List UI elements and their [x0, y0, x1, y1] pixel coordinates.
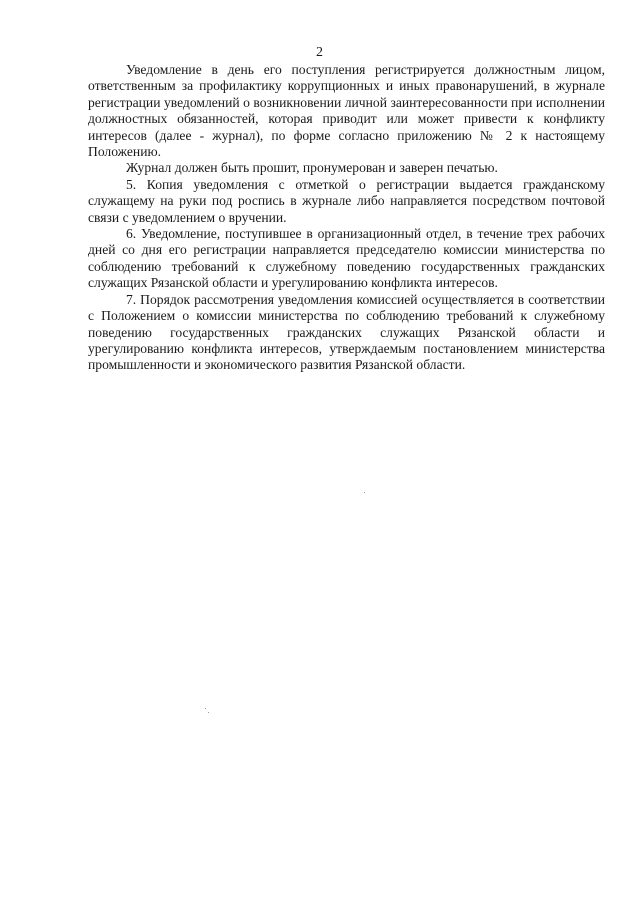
page-number: 2 [316, 45, 323, 60]
document-body [88, 62, 605, 374]
paragraph-journal-requirements: Журнал должен быть прошит, пронумерован и заверен печатью. [126, 160, 498, 176]
scan-speck [364, 492, 365, 493]
paragraph-item-7: 7. Порядок рассмотрения уведомления комиссией осуществляется в соответствии с Положением о комиссии министерства по соблюдению требований к служебному поведению государственных гражданских служащих Рязанской области и урегулированию конфликта интересов, утверждаемым постановлением министерства промышленности и экономического развития Рязанской области. [88, 291, 605, 373]
paragraph-item-5: 5. Копия уведомления с отметкой о регистрации выдается гражданскому служащему на руки под роспись в журнале либо направляется посредством почтовой связи с уведомлением о вручении. [88, 176, 605, 225]
scan-speck [205, 708, 206, 709]
paragraph-registration: Уведомление в день его поступления регистрируется должностным лицом, ответственным за профилактику коррупционных и иных правонарушений, в журнале регистрации уведомлений о возникновении личной заинтересованности при исполнении должностных обязанностей, которая приводит или может привести к конфликту интересов (далее - журнал), по форме согласно приложению № 2 к настоящему Положению. [88, 62, 605, 160]
paragraph-item-6: 6. Уведомление, поступившее в организационный отдел, в течение трех рабочих дней со дня его регистрации направляется председателю комиссии министерства по соблюдению требований к служебному поведению государственных гражданских служащих Рязанской области и урегулированию конфликта интересов. [88, 226, 605, 291]
scan-speck [208, 712, 209, 713]
